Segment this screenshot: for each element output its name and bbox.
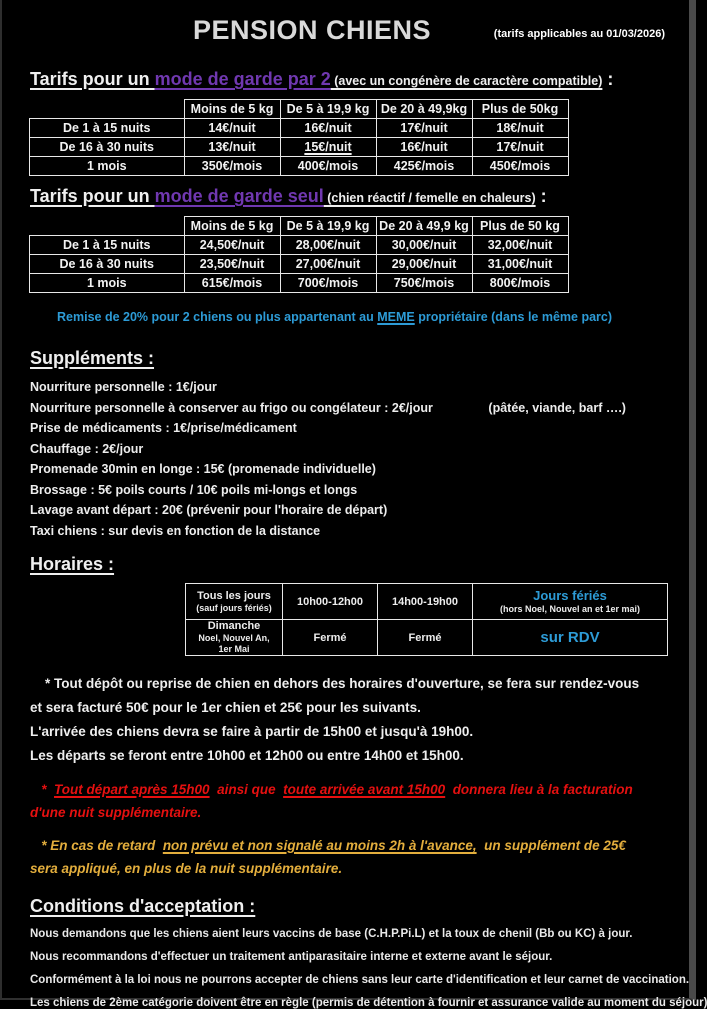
info-line: L'arrivée des chiens devra se faire à partir de 15h00 et jusqu'à 19h00.	[30, 724, 474, 739]
notice-text: un supplément de 25€	[476, 838, 626, 853]
price-cell: 28,00€/nuit	[280, 236, 376, 255]
price-cell: 615€/mois	[184, 274, 280, 293]
price-cell: 350€/mois	[184, 157, 280, 176]
notice-text: donnera lieu à la facturation	[445, 782, 633, 797]
hours-heading	[30, 554, 689, 575]
supplement-item: Prise de médicaments : 1€/prise/médicament	[30, 421, 297, 435]
price-cell: 800€/mois	[472, 274, 568, 293]
notice-gold-line1	[30, 834, 689, 857]
notice-text: ainsi que	[209, 782, 284, 797]
late-arrival-notice	[2, 834, 689, 880]
sunday-label: Dimanche	[207, 620, 261, 632]
hours-afternoon-cell: 14h00-19h00	[378, 584, 473, 620]
tariff-effective-date: (tarifs applicables au 01/03/2026)	[493, 28, 665, 40]
discount-note	[57, 310, 689, 324]
discount-text: Remise de 20% pour 2 chiens ou plus appartenant au	[57, 310, 378, 324]
page-title: PENSION CHIENS	[192, 15, 432, 45]
sunday-sub: 1er Mai	[218, 644, 250, 654]
hours-days-sub: (sauf jours fériés)	[196, 602, 272, 613]
hours-heading-text: Horaires :	[30, 554, 115, 574]
col-header: De 5 à 19,9 kg	[280, 217, 376, 236]
price-cell: 17€/nuit	[376, 119, 472, 138]
closed-cell: Fermé	[378, 620, 473, 656]
late-departure-notice	[2, 778, 689, 824]
discount-text: propriétaire (dans le même parc)	[414, 310, 613, 324]
heading-colon: :	[535, 186, 547, 206]
supplement-item: Lavage avant départ : 20€ (prévenir pour l'horaire de départ)	[30, 503, 388, 517]
heading-note-seul: (chien réactif / femelle en chaleurs)	[323, 191, 536, 205]
hours-days-cell	[186, 584, 283, 620]
row-label: De 1 à 15 nuits	[30, 119, 185, 138]
table-row	[30, 236, 569, 255]
conditions-heading	[30, 896, 689, 917]
col-header: Moins de 5 kg	[184, 100, 280, 119]
holidays-sub: (hors Noel, Nouvel an et 1er mai)	[499, 604, 641, 614]
price-cell: 450€/mois	[472, 157, 568, 176]
condition-item: Nous demandons que les chiens aient leurs vaccins de base (C.H.P.Pi.L) et la toux de chenil (Bb ou KC) à jour.	[30, 928, 633, 940]
condition-item: Conformément à la loi nous ne pourrons accepter de chiens sans leur carte d'identification et leur carnet de vaccination.	[30, 974, 690, 986]
condition-item: Nous recommandons d'effectuer un traitement antiparasitaire interne et externe avant le séjour.	[30, 951, 553, 963]
heading-prefix: Tarifs pour un	[30, 186, 155, 206]
price-cell: 400€/mois	[280, 157, 376, 176]
price-table-garde-seul	[29, 216, 569, 293]
section-heading-garde-par2	[30, 69, 689, 90]
price-cell: 29,00€/nuit	[376, 255, 472, 274]
price-cell: 16€/nuit	[280, 119, 376, 138]
table-header-row	[30, 217, 569, 236]
opening-hours-info	[2, 672, 689, 768]
col-header: De 20 à 49,9kg	[376, 100, 472, 119]
table-row	[30, 255, 569, 274]
table-row	[30, 138, 569, 157]
price-cell: 750€/mois	[376, 274, 472, 293]
supplements-heading	[30, 348, 689, 369]
condition-item: Les chiens de 2ème catégorie doivent être en règle (permis de détention à fournir et assurance valide au moment du séjour)	[30, 997, 707, 1009]
supplements-heading-text: Suppléments :	[30, 348, 155, 368]
hours-row-weekdays	[186, 584, 668, 620]
col-header: Moins de 5 kg	[184, 217, 280, 236]
hours-days-cell	[186, 620, 283, 656]
table-row	[30, 157, 569, 176]
hours-days-main: Tous les jours	[197, 589, 271, 602]
hours-holidays-cell	[473, 584, 668, 620]
notice-gold-line2: sera appliqué, en plus de la nuit supplémentaire.	[30, 861, 343, 876]
hours-row-sunday	[186, 620, 668, 656]
col-header: De 20 à 49,9 kg	[376, 217, 472, 236]
supplements-list	[2, 377, 689, 541]
col-header: Plus de 50kg	[472, 100, 568, 119]
corner-cell	[30, 217, 185, 236]
price-cell-underlined: 15€/nuit	[280, 138, 376, 157]
conditions-list	[2, 928, 707, 1009]
price-cell: 27,00€/nuit	[280, 255, 376, 274]
heading-mode-seul: mode de garde seul	[154, 186, 324, 206]
price-cell: 30,00€/nuit	[376, 236, 472, 255]
conditions-heading-text: Conditions d'acceptation :	[30, 896, 256, 916]
price-cell: 700€/mois	[280, 274, 376, 293]
notice-red-line2: d'une nuit supplémentaire.	[30, 805, 202, 820]
discount-emphasis: MEME	[377, 310, 415, 324]
supplement-item: Taxi chiens : sur devis en fonction de la distance	[30, 523, 321, 538]
info-line: * Tout dépôt ou reprise de chien en dehors des horaires d'ouverture, se fera sur rendez-vous	[30, 676, 640, 691]
col-header: De 5 à 19,9 kg	[280, 100, 376, 119]
supplement-item: Nourriture personnelle à conserver au frigo ou congélateur : 2€/jour (pâtée, viande, barf ….)	[30, 400, 626, 415]
corner-cell	[30, 100, 185, 119]
price-cell: 18€/nuit	[472, 119, 568, 138]
notice-text: *	[30, 782, 55, 797]
heading-mode-par2: mode de garde par 2	[154, 69, 331, 89]
sunday-sub: Noel, Nouvel An,	[198, 633, 270, 643]
notice-red-line1	[30, 778, 689, 801]
hours-morning-cell: 10h00-12h00	[283, 584, 378, 620]
price-cell: 14€/nuit	[184, 119, 280, 138]
closed-cell: Fermé	[283, 620, 378, 656]
price-cell: 23,50€/nuit	[184, 255, 280, 274]
document-header	[2, 0, 689, 53]
row-label: 1 mois	[30, 274, 185, 293]
price-cell: 13€/nuit	[184, 138, 280, 157]
info-line: et sera facturé 50€ pour le 1er chien et 25€ pour les suivants.	[30, 700, 421, 715]
price-cell: 16€/nuit	[376, 138, 472, 157]
supplement-item: Nourriture personnelle : 1€/jour	[30, 380, 217, 394]
price-cell: 32,00€/nuit	[472, 236, 568, 255]
supplement-item: Promenade 30min en longe : 15€ (promenade individuelle)	[30, 462, 376, 476]
info-line: Les départs se feront entre 10h00 et 12h00 ou entre 14h00 et 15h00.	[30, 748, 464, 763]
col-header: Plus de 50 kg	[472, 217, 568, 236]
price-cell: 24,50€/nuit	[184, 236, 280, 255]
table-row	[30, 274, 569, 293]
price-table-garde-par2	[29, 99, 569, 176]
holidays-label: Jours fériés	[533, 588, 607, 603]
notice-underlined: toute arrivée avant 15h00	[283, 782, 446, 797]
supplement-item: Brossage : 5€ poils courts / 10€ poils mi-longs et longs	[30, 482, 358, 497]
notice-text: * En cas de retard	[30, 838, 163, 853]
row-label: 1 mois	[30, 157, 185, 176]
row-label: De 1 à 15 nuits	[30, 236, 185, 255]
notice-underlined: non prévu et non signalé au moins 2h à l'avance,	[162, 838, 477, 853]
section-heading-garde-seul	[30, 186, 689, 207]
notice-underlined: Tout départ après 15h00	[54, 782, 210, 797]
heading-note-par2: (avec un congénère de caractère compatible)	[330, 74, 603, 88]
supplement-item: Chauffage : 2€/jour	[30, 441, 144, 456]
opening-hours-table	[185, 583, 668, 656]
heading-colon: :	[602, 69, 614, 89]
row-label: De 16 à 30 nuits	[30, 255, 185, 274]
row-label: De 16 à 30 nuits	[30, 138, 185, 157]
price-cell: 425€/mois	[376, 157, 472, 176]
table-row	[30, 119, 569, 138]
heading-prefix: Tarifs pour un	[30, 69, 155, 89]
price-cell: 17€/nuit	[472, 138, 568, 157]
by-appointment-cell: sur RDV	[473, 620, 668, 656]
price-cell: 31,00€/nuit	[472, 255, 568, 274]
table-header-row	[30, 100, 569, 119]
